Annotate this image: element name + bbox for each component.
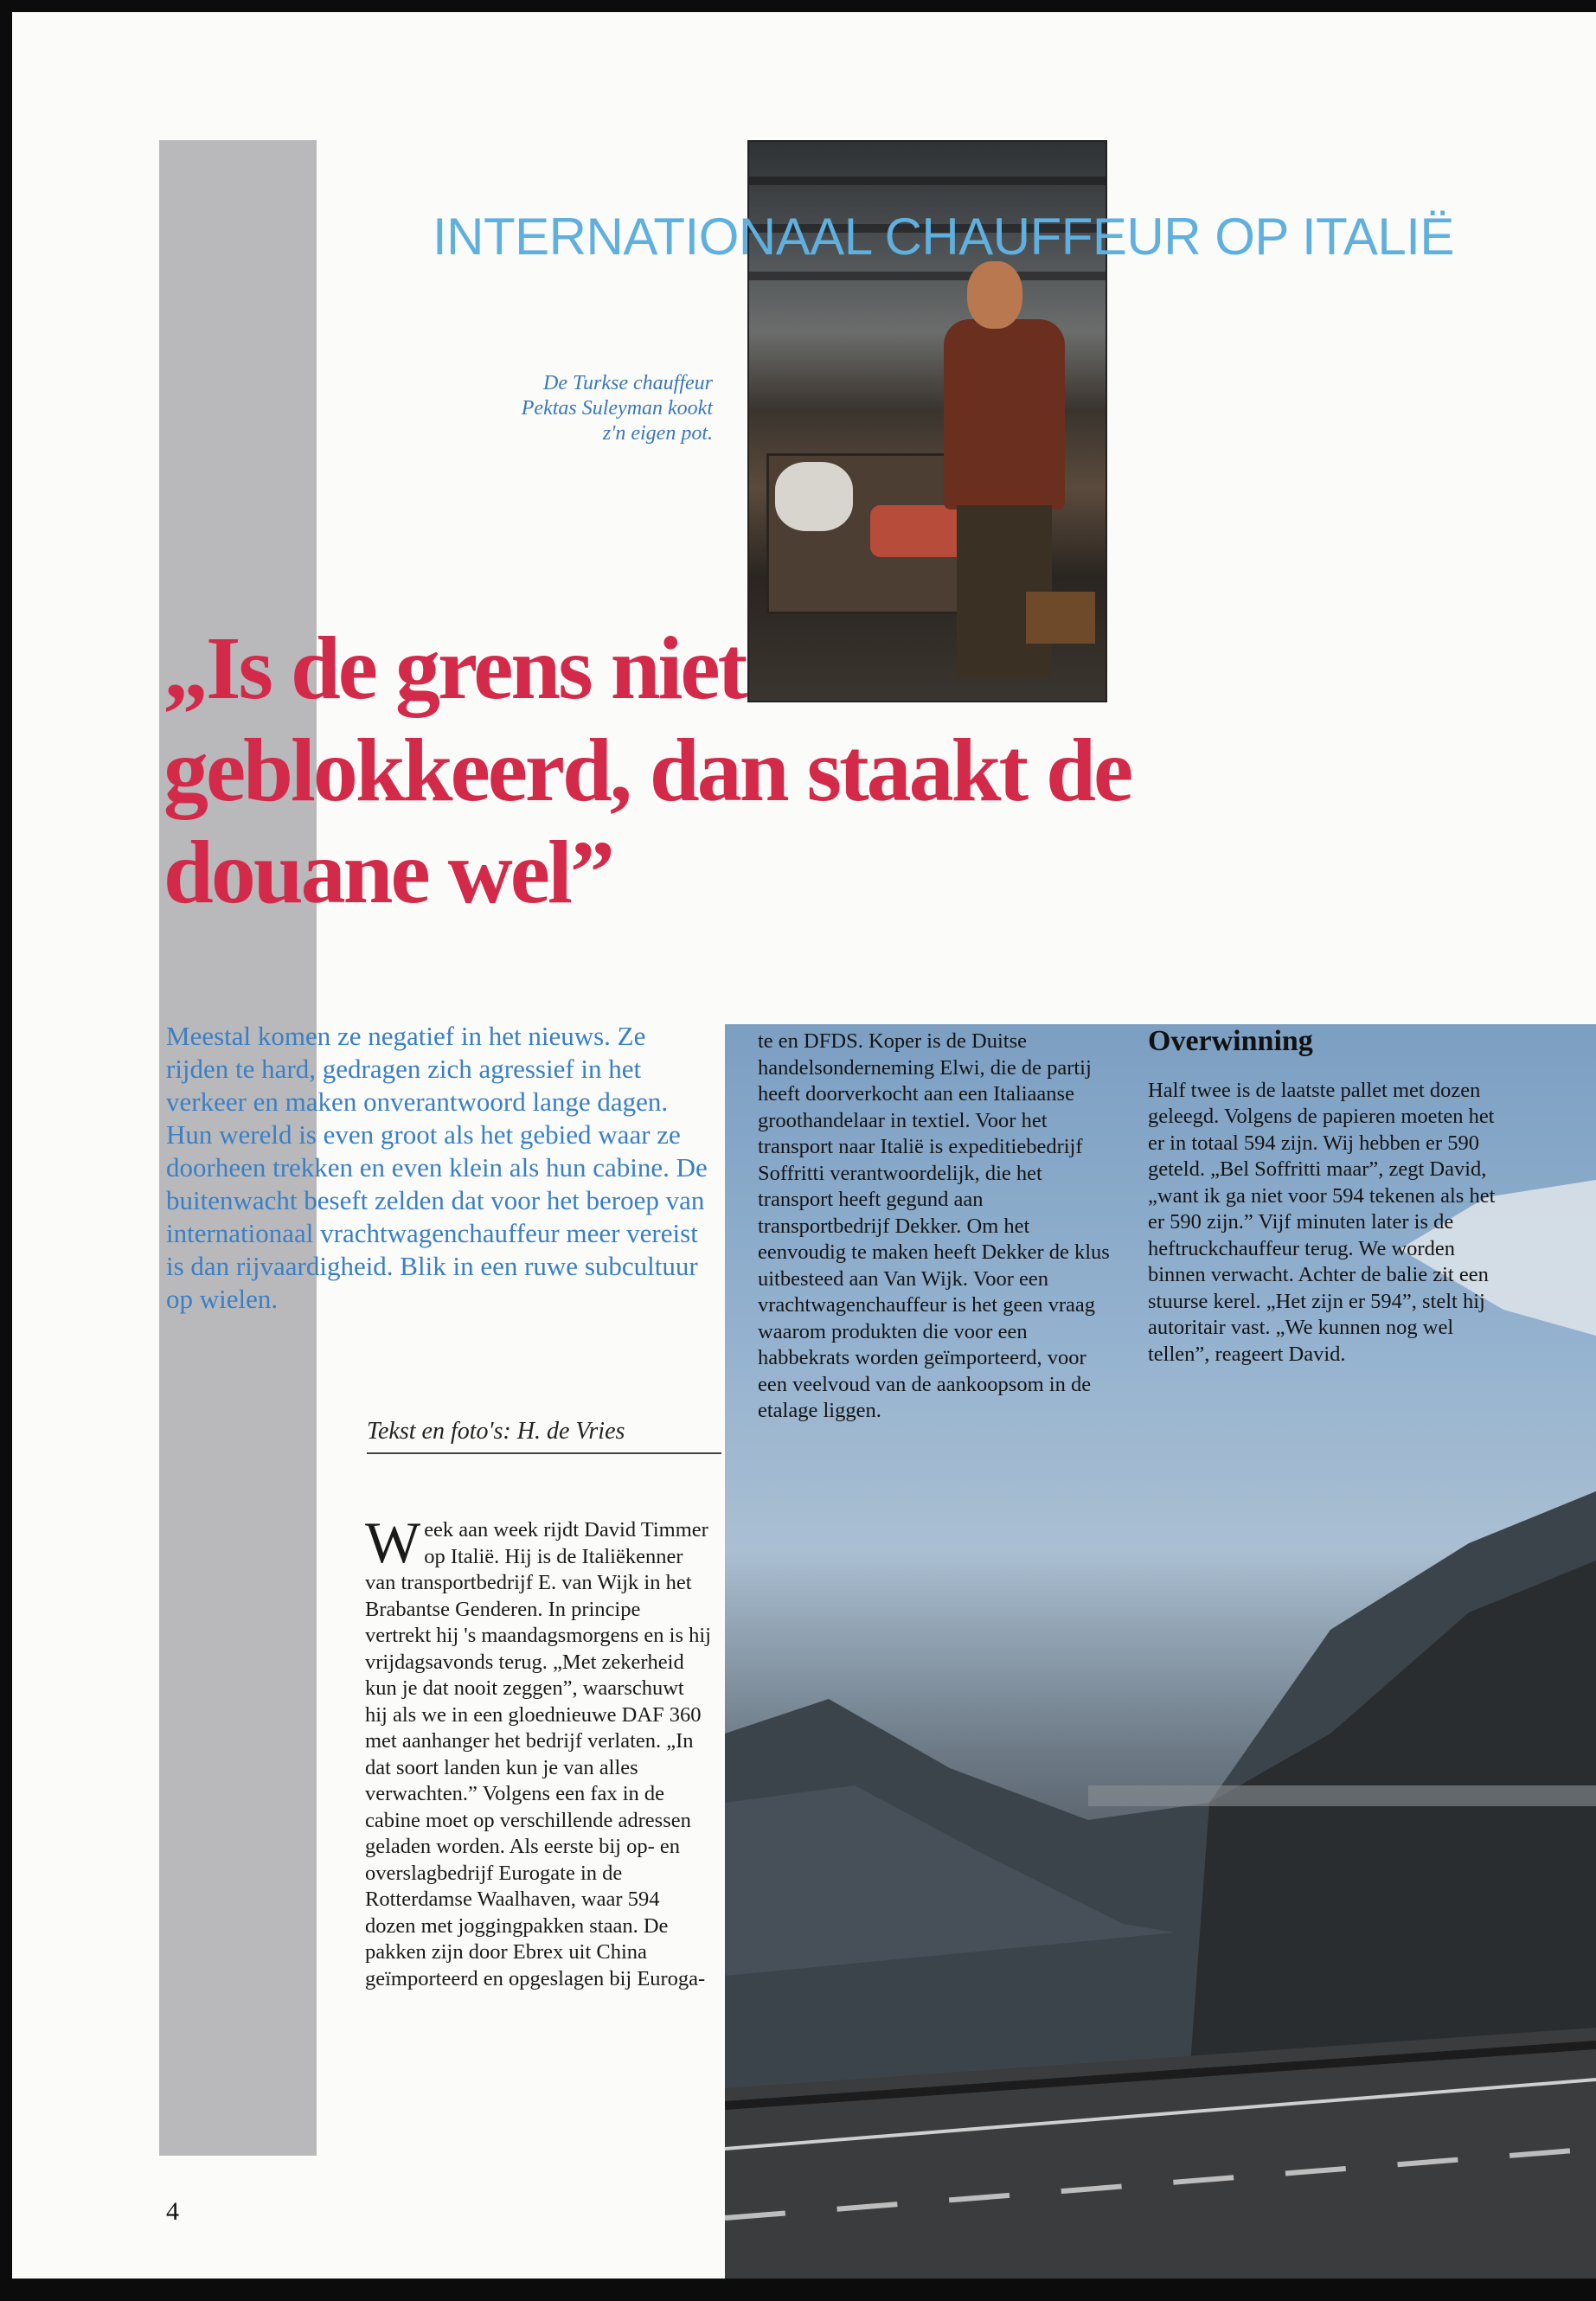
body-column-2: te en DFDS. Koper is de Duitse handelsonderneming Elwi, die de partij heeft doorverkocht aan een Italiaanse groothandelaar in textiel. Voor het transport naar Italië is expeditiebedrijf Soffritti verantwoordelijk, die het transport heeft gegund aan transportbedrijf Dekker. Om het eenvoudig te maken heeft Dekker de klus uitbesteed aan Van Wijk. Voor een vrachtwagenchauffeur is het geen vraag waarom produkten die voor een habbekrats worden geïmporteerd, voor een veelvoud van de aankoopsom in de etalage liggen. xyxy=(758,1029,1110,1422)
body-column-3 xyxy=(1148,1025,1511,1368)
body-column-1-text: eek aan week rijdt David Timmer op Italië. Hij is de Italiëkenner van transportbedrijf E. van Wijk in het Brabantse Genderen. In principe vertrekt hij 's maandagsmorgens en is hij vrijdagsavonds terug. „Met zekerheid kun je dat nooit zeggen”, waarschuwt hij als we in een gloednieuwe DAF 360 met aanhanger het bedrijf verlaten. „In dat soort landen kun je van alles verwachten.” Volgens een fax in de cabine moet op verschillende adressen geladen worden. Als eerste bij op- en overslagbedrijf Eurogate in de Rotterdamse Waalhaven, waar 594 dozen met joggingpakken staan. De pakken zijn door Ebrex uit China geïmporteerd en opgeslagen bij Euroga- xyxy=(365,1518,711,1990)
lead-paragraph: Meestal komen ze negatief in het nieuws. Ze rijden te hard, gedragen zich agressief in het verkeer en maken onverantwoord lange dagen. Hun wereld is even groot als het gebied waar ze doorheen trekken en even klein als hun cabine. De buitenwacht beseft zelden dat voor het beroep van internationaal vrachtwagenchauffeur meer vereist is dan rijvaardigheid. Blik in een ruwe subcultuur op wielen. xyxy=(166,1021,708,1314)
page-number: 4 xyxy=(166,2197,179,2226)
photo-caption: De Turkse chauffeur Pektas Suleyman kookt z'n eigen pot. xyxy=(521,372,713,445)
subheading-overwinning: Overwinning xyxy=(1148,1025,1313,1057)
byline: Tekst en foto's: H. de Vries xyxy=(367,1418,721,1454)
body-column-1 xyxy=(365,1509,711,1992)
article-title: „Is de grens niet geblokkeerd, dan staakt de douane wel” xyxy=(163,619,1131,922)
section-header: INTERNATIONAAL CHAUFFEUR OP ITALIË xyxy=(433,208,1454,266)
body-column-3-text: Half twee is de laatste pallet met dozen geleegd. Volgens de papieren moeten het er in totaal 594 zijn. Wij hebben er 590 geteld. „Bel Soffritti maar”, zegt David, „want ik ga niet voor 594 tekenen als het er 590 zijn.” Vijf minuten later is de heftruckchauffeur terug. We worden binnen verwacht. Achter de balie zit een stuurse kerel. „Het zijn er 594”, stelt hij autoritair vast. „We kunnen nog wel tellen”, reageert David. xyxy=(1148,1078,1496,1366)
magazine-page xyxy=(12,12,1596,2279)
drop-cap: W xyxy=(365,1509,421,1575)
bleed-through-ghost xyxy=(1137,453,1586,536)
